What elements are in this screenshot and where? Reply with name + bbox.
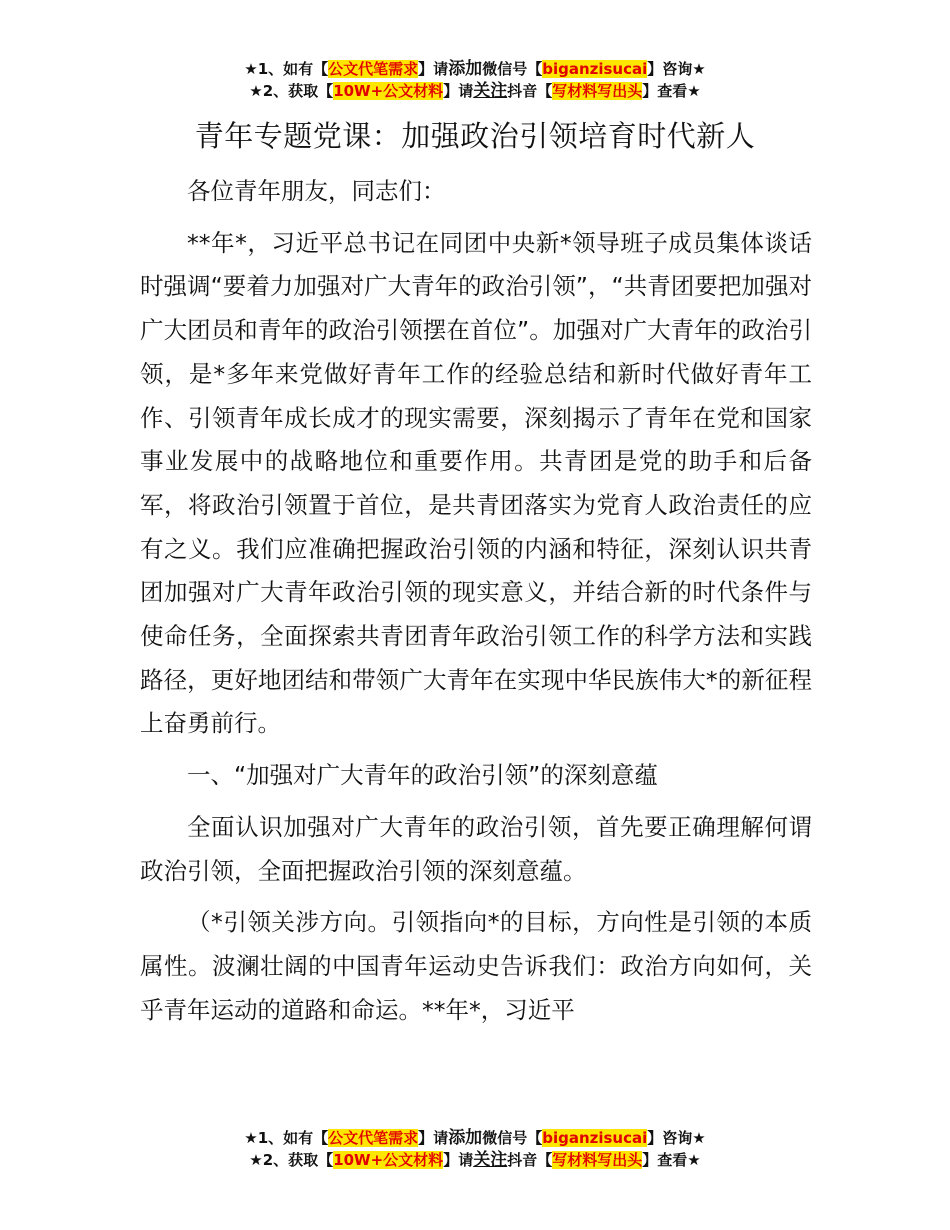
ad-wechat-id: biganzisucai (542, 60, 648, 78)
ad-douyin-name: 写材料写出头 (552, 1151, 643, 1169)
ad-line-2: ★2、获取【10W+公文材料】请关注抖音【写材料写出头】查看★ (249, 81, 701, 101)
ad-highlight: 公文代笔需求 (328, 1129, 419, 1147)
ad-wechat-id: biganzisucai (542, 1129, 648, 1147)
ad-line-1: ★1、如有【公文代笔需求】请添加微信号【biganzisucai】咨询★ (244, 1128, 706, 1148)
ad-highlight: 10W+公文材料 (333, 1151, 444, 1169)
ad-line-1: ★1、如有【公文代笔需求】请添加微信号【biganzisucai】咨询★ (244, 59, 706, 79)
document-body (140, 170, 812, 1040)
salutation: 各位青年朋友，同志们： (187, 177, 446, 205)
ad-douyin-name: 写材料写出头 (552, 82, 643, 100)
ad-highlight: 公文代笔需求 (328, 60, 419, 78)
paragraph: 全面认识加强对广大青年的政治引领，首先要正确理解何谓政治引领，全面把握政治引领的深刻意蕴。 (140, 812, 812, 885)
top-ad-banner (0, 58, 950, 102)
paragraph: **年*，习近平总书记在同团中央新*领导班子成员集体谈话时强调“要着力加强对广大青年的政治引领”，“共青团要把加强对广大团员和青年的政治引领摆在首位”。加强对广大青年的政治引领，是*多年来党做好青年工作的经验总结和新时代做好青年工作、引领青年成长成才的现实需要，深刻揭示了青年在党和国家事业发展中的战略地位和重要作用。共青团是党的助手和后备军，将政治引领置于首位，是共青团落实为党育人政治责任的应有之义。我们应准确把握政治引领的内涵和特征，深刻认识共青团加强对广大青年政治引领的现实意义，并结合新的时代条件与使命任务，全面探索共青团青年政治引领工作的科学方法和实践路径，更好地团结和带领广大青年在实现中华民族伟大*的新征程上奋勇前行。 (140, 228, 812, 738)
section-heading: 一、“加强对广大青年的政治引领”的深刻意蕴 (187, 761, 658, 790)
document-title: 青年专题党课：加强政治引领培育时代新人 (194, 119, 756, 153)
ad-highlight: 10W+公文材料 (333, 82, 444, 100)
bottom-ad-banner (0, 1127, 950, 1171)
ad-line-2: ★2、获取【10W+公文材料】请关注抖音【写材料写出头】查看★ (249, 1150, 701, 1170)
paragraph: （*引领关涉方向。引领指向*的目标，方向性是引领的本质属性。波澜壮阔的中国青年运动史告诉我们：政治方向如何，关乎青年运动的道路和命运。**年*，习近平 (140, 908, 812, 1024)
